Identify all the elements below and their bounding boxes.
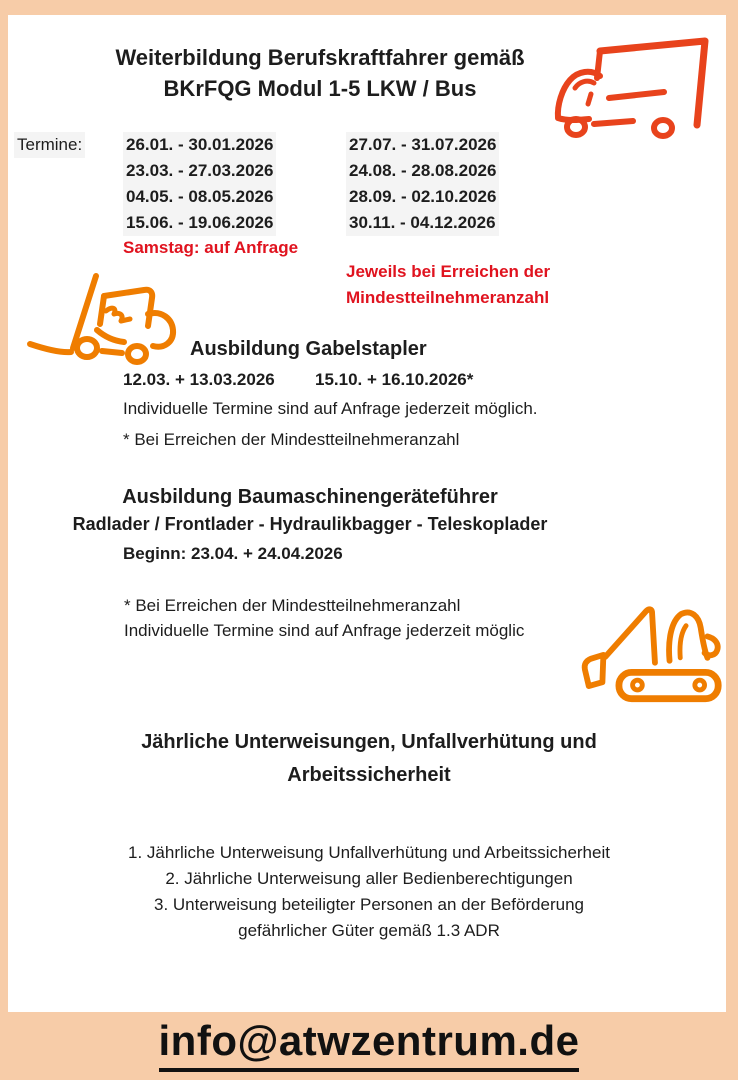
- email-link[interactable]: info@atwzentrum.de: [159, 1017, 580, 1072]
- gabelstapler-date-2: 15.10. + 16.10.2026*: [315, 370, 474, 389]
- min-participants-note: [346, 259, 550, 311]
- list-item: 2. Jährliche Unterweisung aller Bedienberechtigungen: [165, 869, 573, 888]
- page-title-line2: BKrFQG Modul 1-5 LKW / Bus: [163, 76, 477, 101]
- gabelstapler-date-1: 12.03. + 13.03.2026: [123, 370, 275, 389]
- truck-icon: [545, 28, 723, 140]
- min-participants-note-line2: Mindestteilnehmeranzahl: [346, 288, 550, 307]
- list-item: 1. Jährliche Unterweisung Unfallverhütung und Arbeitssicherheit: [128, 843, 610, 862]
- gabelstapler-note-asterisk: * Bei Erreichen der Mindestteilnehmeranzahl: [123, 430, 460, 449]
- termine-date: 26.01. - 30.01.2026: [123, 132, 276, 158]
- unterweisungen-heading-line1: Jährliche Unterweisungen, Unfallverhütung und: [141, 731, 597, 753]
- page-title-line1: Weiterbildung Berufskraftfahrer gemäß: [115, 45, 525, 70]
- unterweisungen-heading: [0, 726, 738, 792]
- termine-date: 15.06. - 19.06.2026: [123, 210, 276, 236]
- termine-date: 30.11. - 04.12.2026: [346, 210, 499, 236]
- unterweisungen-list: [0, 840, 738, 944]
- gabelstapler-note-individual: Individuelle Termine sind auf Anfrage jederzeit möglich.: [123, 399, 538, 418]
- baumaschinen-subheading: Radlader / Frontlader - Hydraulikbagger - Teleskoplader: [72, 514, 548, 534]
- termine-label-text: Termine:: [14, 132, 85, 158]
- gabelstapler-heading: Ausbildung Gabelstapler: [190, 338, 427, 360]
- termine-column-1: [123, 132, 276, 236]
- baumaschinen-note-asterisk: * Bei Erreichen der Mindestteilnehmeranzahl: [124, 596, 461, 615]
- list-item: 3. Unterweisung beteiligter Personen an der Beförderung: [154, 895, 584, 914]
- termine-column-2: [346, 132, 499, 236]
- forklift-icon: [25, 268, 193, 370]
- saturday-note: Samstag: auf Anfrage: [123, 238, 299, 257]
- termine-date: 24.08. - 28.08.2026: [346, 158, 499, 184]
- baumaschinen-note-individual: Individuelle Termine sind auf Anfrage jederzeit möglic: [124, 621, 525, 640]
- excavator-icon: [545, 595, 725, 707]
- termine-label: [14, 132, 85, 158]
- unterweisungen-heading-line2: Arbeitssicherheit: [287, 764, 451, 786]
- list-item-continuation: gefährlicher Güter gemäß 1.3 ADR: [238, 921, 500, 940]
- termine-date: 28.09. - 02.10.2026: [346, 184, 499, 210]
- termine-date: 23.03. - 27.03.2026: [123, 158, 276, 184]
- termine-date: 04.05. - 08.05.2026: [123, 184, 276, 210]
- page-title: [40, 42, 600, 104]
- footer-band: [0, 1012, 738, 1080]
- baumaschinen-heading: Ausbildung Baumaschinengeräteführer: [122, 486, 498, 508]
- termine-date: 27.07. - 31.07.2026: [346, 132, 499, 158]
- min-participants-note-line1: Jeweils bei Erreichen der: [346, 262, 551, 281]
- baumaschinen-begin-date: Beginn: 23.04. + 24.04.2026: [123, 544, 343, 563]
